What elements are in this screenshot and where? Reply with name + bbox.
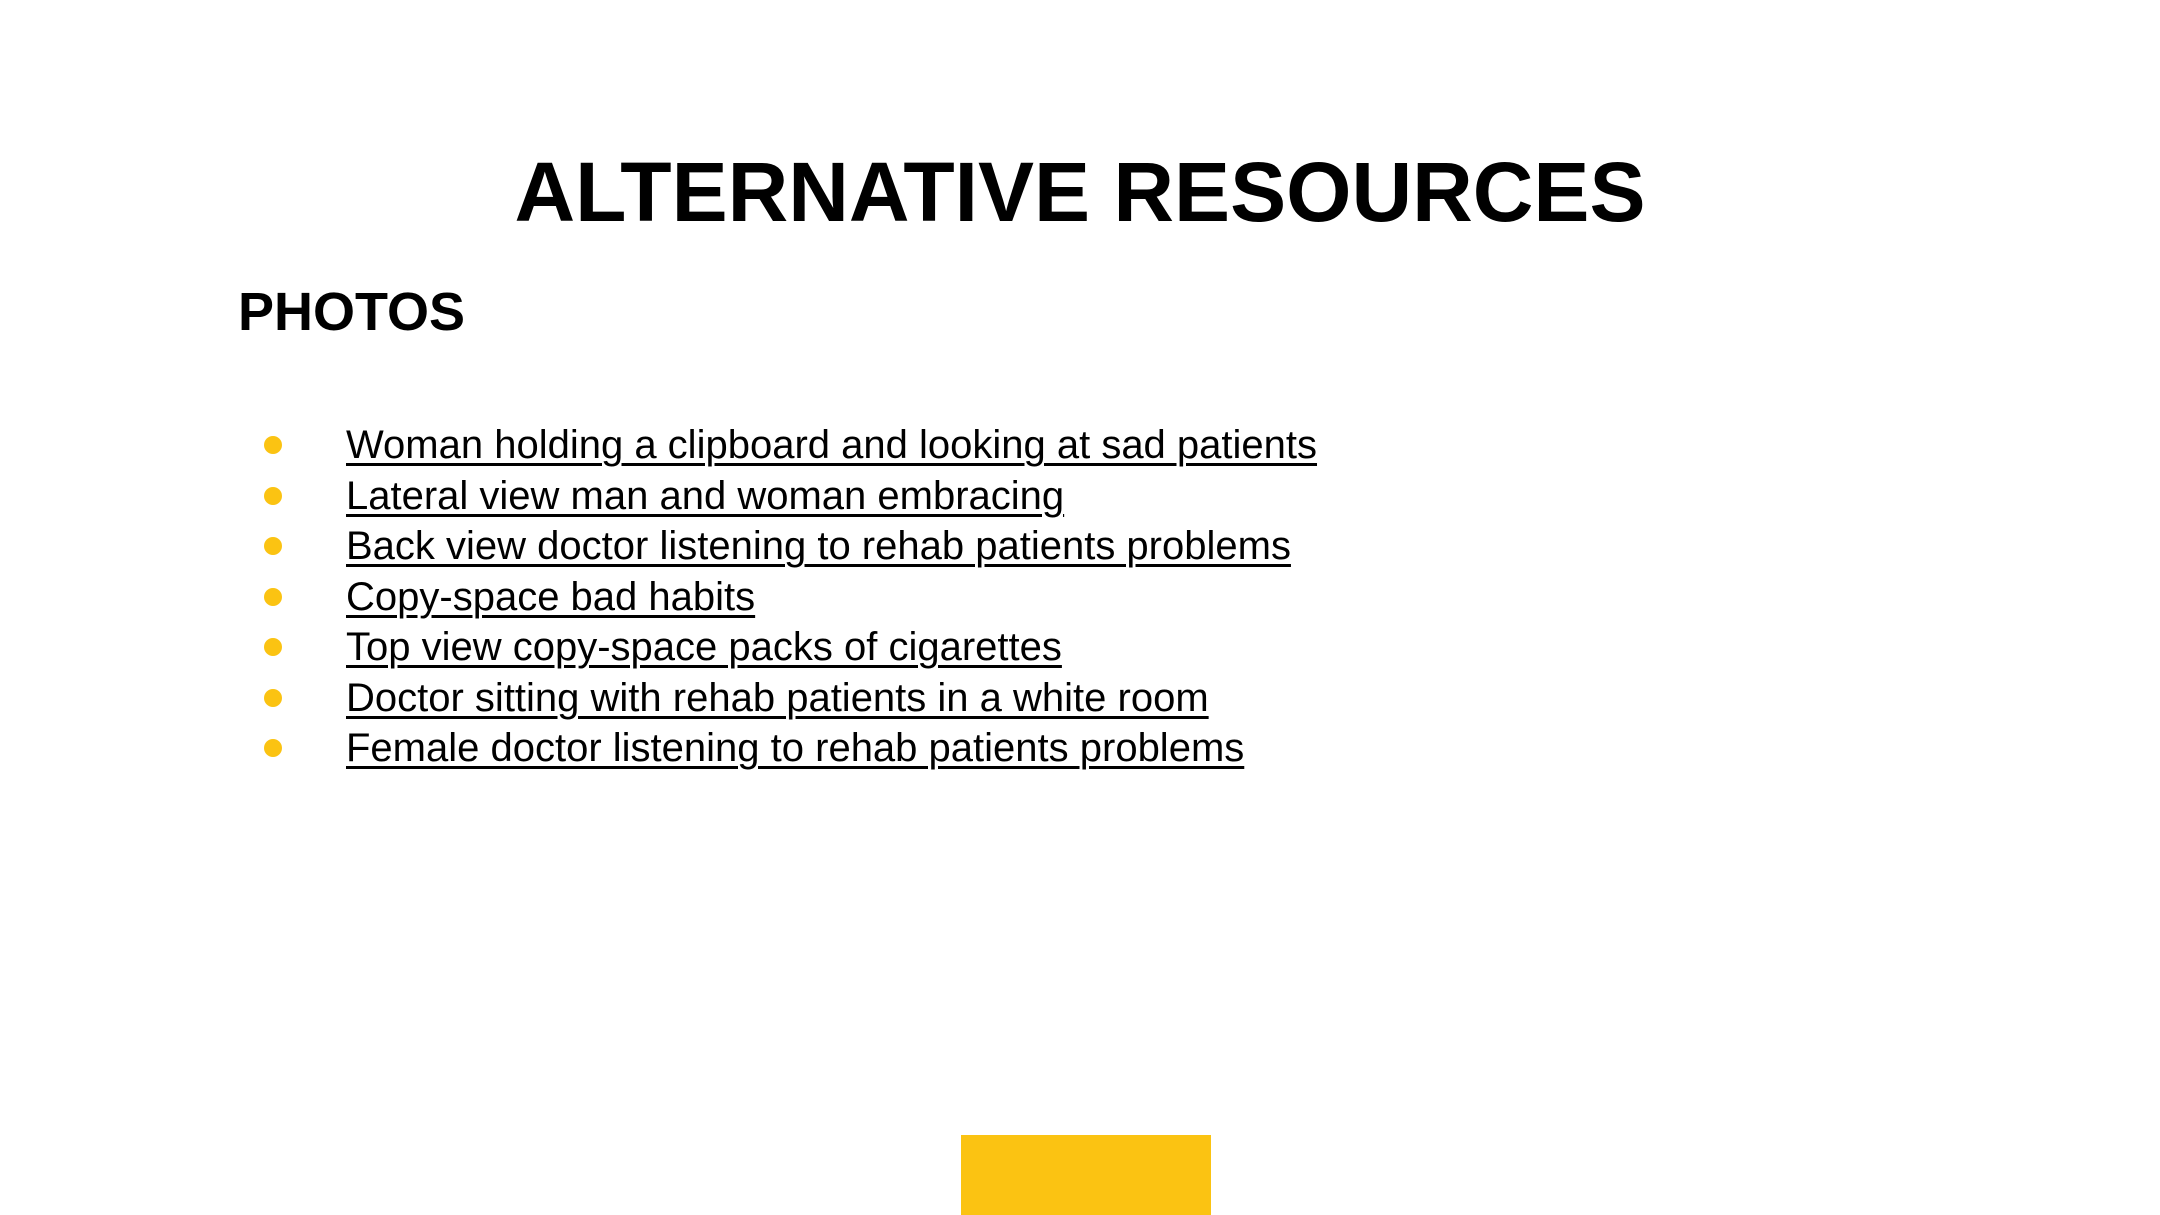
resource-link[interactable]: Back view doctor listening to rehab patients problems [346, 524, 1291, 569]
resource-link[interactable]: Doctor sitting with rehab patients in a white room [346, 675, 1209, 720]
bullet-dot-icon [264, 487, 282, 505]
list-item [264, 622, 1317, 673]
bullet-dot-icon [264, 638, 282, 656]
resource-list [264, 420, 1317, 774]
resource-link[interactable]: Woman holding a clipboard and looking at sad patients [346, 423, 1318, 468]
list-item [264, 572, 1317, 623]
bullet-dot-icon [264, 537, 282, 555]
slide-title: ALTERNATIVE RESOURCES [514, 145, 1646, 239]
resource-link[interactable]: Copy-space bad habits [346, 574, 756, 619]
bullet-dot-icon [264, 588, 282, 606]
list-item [264, 521, 1317, 572]
list-item [264, 471, 1317, 522]
section-heading-photos: PHOTOS [238, 282, 466, 342]
footer-accent-block [961, 1135, 1211, 1215]
resource-link[interactable]: Lateral view man and woman embracing [346, 473, 1065, 518]
resource-link[interactable]: Top view copy-space packs of cigarettes [346, 625, 1062, 670]
list-item [264, 723, 1317, 774]
list-item [264, 420, 1317, 471]
resource-link[interactable]: Female doctor listening to rehab patients problems [346, 726, 1245, 771]
bullet-dot-icon [264, 739, 282, 757]
bullet-dot-icon [264, 689, 282, 707]
list-item [264, 673, 1317, 724]
bullet-dot-icon [264, 436, 282, 454]
